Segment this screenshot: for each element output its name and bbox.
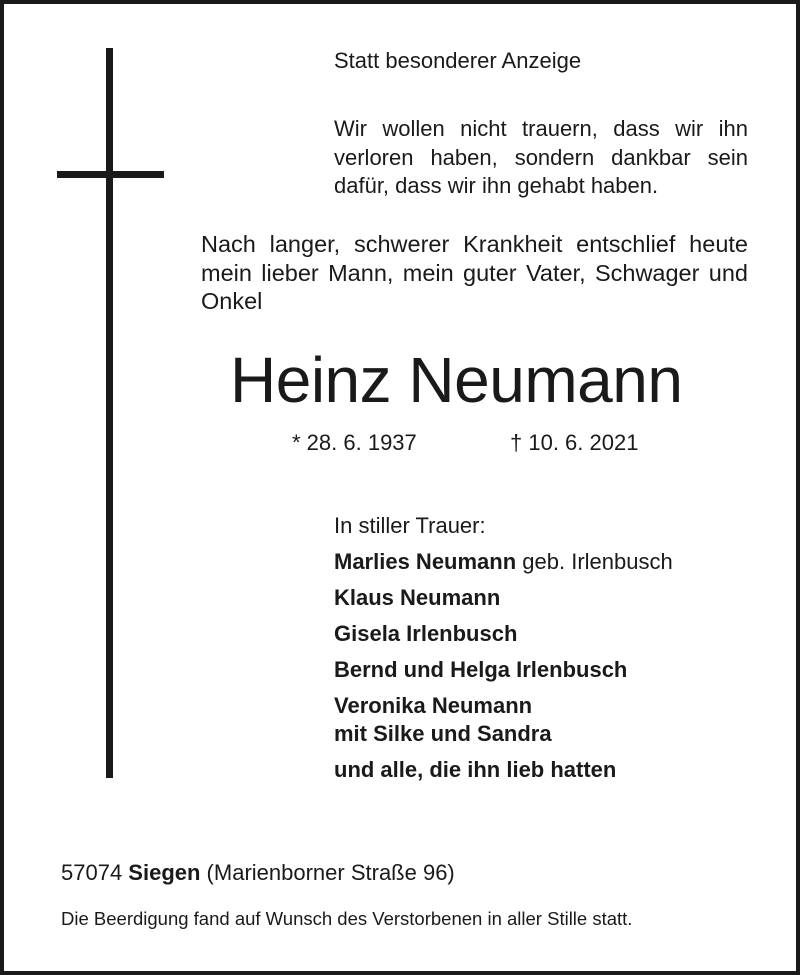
mourners-intro: In stiller Trauer: bbox=[334, 513, 486, 538]
deceased-name: Heinz Neumann bbox=[230, 344, 683, 416]
death-date: † 10. 6. 2021 bbox=[510, 430, 639, 455]
death-announcement: Nach langer, schwerer Krankheit entschlief heute mein lieber Mann, mein guter Vater, Schwager und Onkel bbox=[201, 231, 748, 314]
mourner-entry: Gisela Irlenbusch bbox=[334, 621, 518, 646]
mourner-name: Marlies Neumann bbox=[334, 549, 517, 574]
mourner-entry bbox=[334, 548, 673, 576]
mourner-maiden-name: geb. Irlenbusch bbox=[516, 549, 673, 574]
mourner-entry: Klaus Neumann bbox=[334, 585, 501, 610]
city: Siegen bbox=[128, 860, 201, 885]
mourner-entry-continued: mit Silke und Sandra bbox=[334, 721, 552, 746]
postal-code: 57074 bbox=[61, 860, 129, 885]
street-address: (Marienborner Straße 96) bbox=[200, 860, 455, 885]
cross-icon-crossbar bbox=[57, 171, 164, 178]
mourners-list bbox=[334, 512, 673, 784]
mourner-entry: Veronika Neumann bbox=[334, 693, 533, 718]
mourning-address bbox=[61, 859, 455, 887]
funeral-note: Die Beerdigung fand auf Wunsch des Verstorbenen in aller Stille statt. bbox=[61, 908, 633, 929]
cross-icon bbox=[106, 48, 113, 778]
mourner-entry: Bernd und Helga Irlenbusch bbox=[334, 657, 628, 682]
notice-header: Statt besonderer Anzeige bbox=[334, 48, 582, 73]
mourner-entry: und alle, die ihn lieb hatten bbox=[334, 757, 617, 782]
birth-date: * 28. 6. 1937 bbox=[292, 430, 417, 455]
memorial-quote: Wir wollen nicht trauern, dass wir ihn verloren haben, sondern dankbar sein dafür, dass wir ihn gehabt haben. bbox=[334, 116, 748, 198]
